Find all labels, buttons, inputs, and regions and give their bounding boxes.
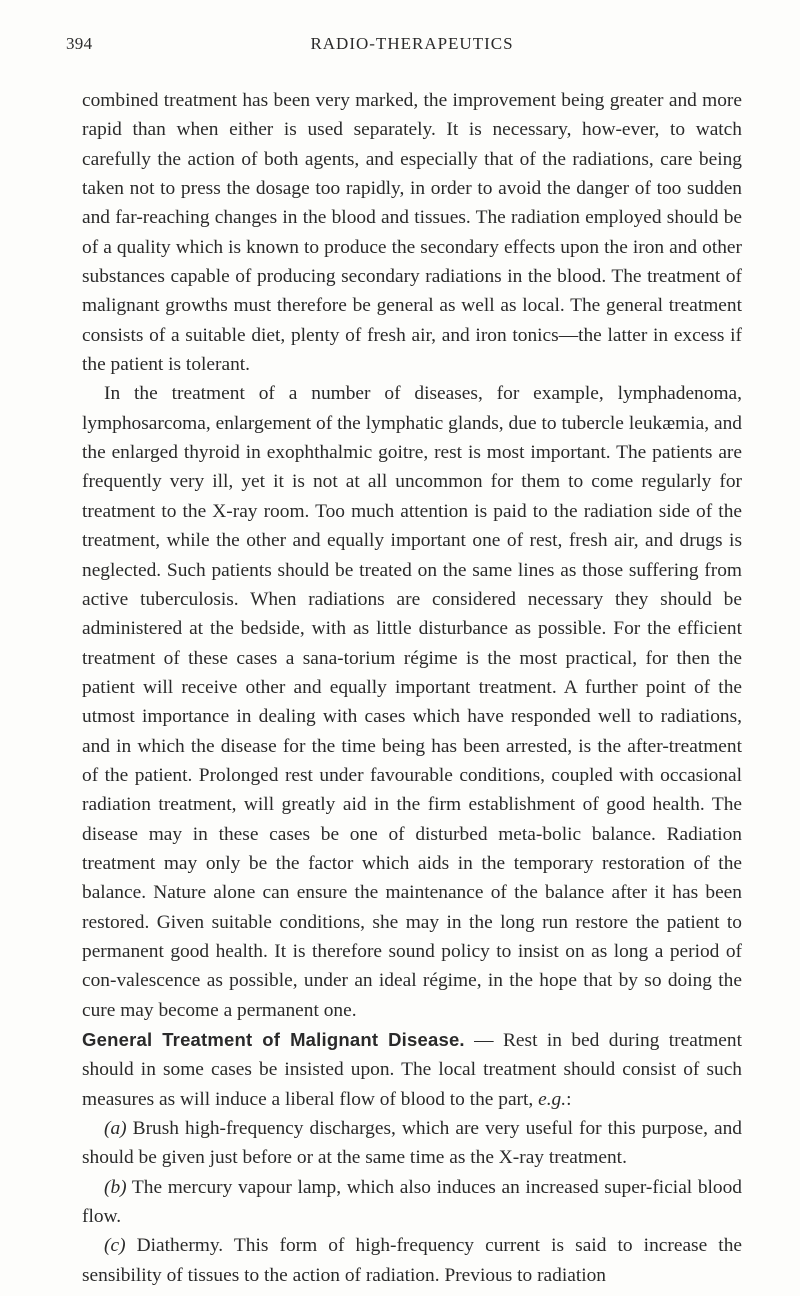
list-text-c: Diathermy. This form of high-frequency current is said to increase the sensibility of tissues to the action of radiation. Previous to radiation	[82, 1235, 742, 1286]
book-page	[66, 34, 742, 1290]
list-item-c	[82, 1231, 742, 1290]
list-label-a: (a)	[104, 1118, 127, 1140]
paragraph-general-treatment	[82, 1025, 742, 1114]
running-head	[66, 34, 742, 64]
list-item-a	[82, 1114, 742, 1173]
section-intro-text: — Rest in bed during treatment should in some cases be insisted upon. The local treatment should consist of such measures as will induce a liberal flow of blood to the part,	[82, 1030, 742, 1110]
list-label-b: (b)	[104, 1176, 127, 1198]
paragraph-continuation: combined treatment has been very marked, the improvement being greater and more rapid than when either is used separately. It is necessary, how-ever, to watch carefully the action of both agents, and especially that of the radiations, care being taken not to press the dosage too rapidly, in order to avoid the danger of too sudden and far-reaching changes in the blood and tissues. The radiation employed should be of a quality which is known to produce the secondary effects upon the iron and other substances capable of producing secondary radiations in the blood. The treatment of malignant growths must therefore be general as well as local. The general treatment consists of a suitable diet, plenty of fresh air, and iron tonics—the latter in excess if the patient is tolerant.	[82, 90, 742, 376]
body-text	[82, 86, 742, 1290]
list-label-c: (c)	[104, 1235, 126, 1257]
section-heading: General Treatment of Malignant Disease.	[82, 1029, 465, 1050]
paragraph-rest-treatment: In the treatment of a number of diseases, for example, lymphadenoma, lymphosarcoma, enlargement of the lymphatic glands, due to tubercle leukæmia, and the enlarged thyroid in exophthalmic goitre, rest is most important. The patients are frequently very ill, yet it is not at all uncommon for them to come regularly for treatment to the X-ray room. Too much attention is paid to the radiation side of the treatment, while the other and equally important one of rest, fresh air, and drugs is neglected. Such patients should be treated on the same lines as those suffering from active tuberculosis. When radiations are considered necessary they should be administered at the bedside, with as little disturbance as possible. For the efficient treatment of these cases a sana-torium régime is the most practical, for then the patient will receive other and equally important treatment. A further point of the utmost importance in dealing with cases which have responded well to radiations, and in which the disease for the time being has been arrested, is the after-treatment of the patient. Prolonged rest under favourable conditions, coupled with occasional radiation treatment, will greatly aid in the firm establishment of good health. The disease may in these cases be one of disturbed meta-bolic balance. Radiation treatment may only be the factor which aids in the temporary restoration of the balance. Nature alone can ensure the maintenance of the balance after it has been restored. Given suitable conditions, she may in the long run restore the patient to permanent good health. It is therefore sound policy to insist on as long a period of con-valescence as possible, under an ideal régime, in the hope that by so doing the cure may become a permanent one.	[82, 383, 742, 1021]
list-text-a: Brush high-frequency discharges, which are very useful for this purpose, and should be given just before or at the same time as the X-ray treatment.	[82, 1118, 742, 1169]
page-number: 394	[66, 34, 93, 53]
running-title: RADIO-THERAPEUTICS	[310, 34, 514, 53]
eg-abbrev: e.g.	[538, 1088, 567, 1110]
list-text-b: The mercury vapour lamp, which also induces an increased super-ficial blood flow.	[82, 1176, 742, 1228]
section-intro-colon: :	[566, 1088, 572, 1110]
list-item-b	[82, 1173, 742, 1232]
